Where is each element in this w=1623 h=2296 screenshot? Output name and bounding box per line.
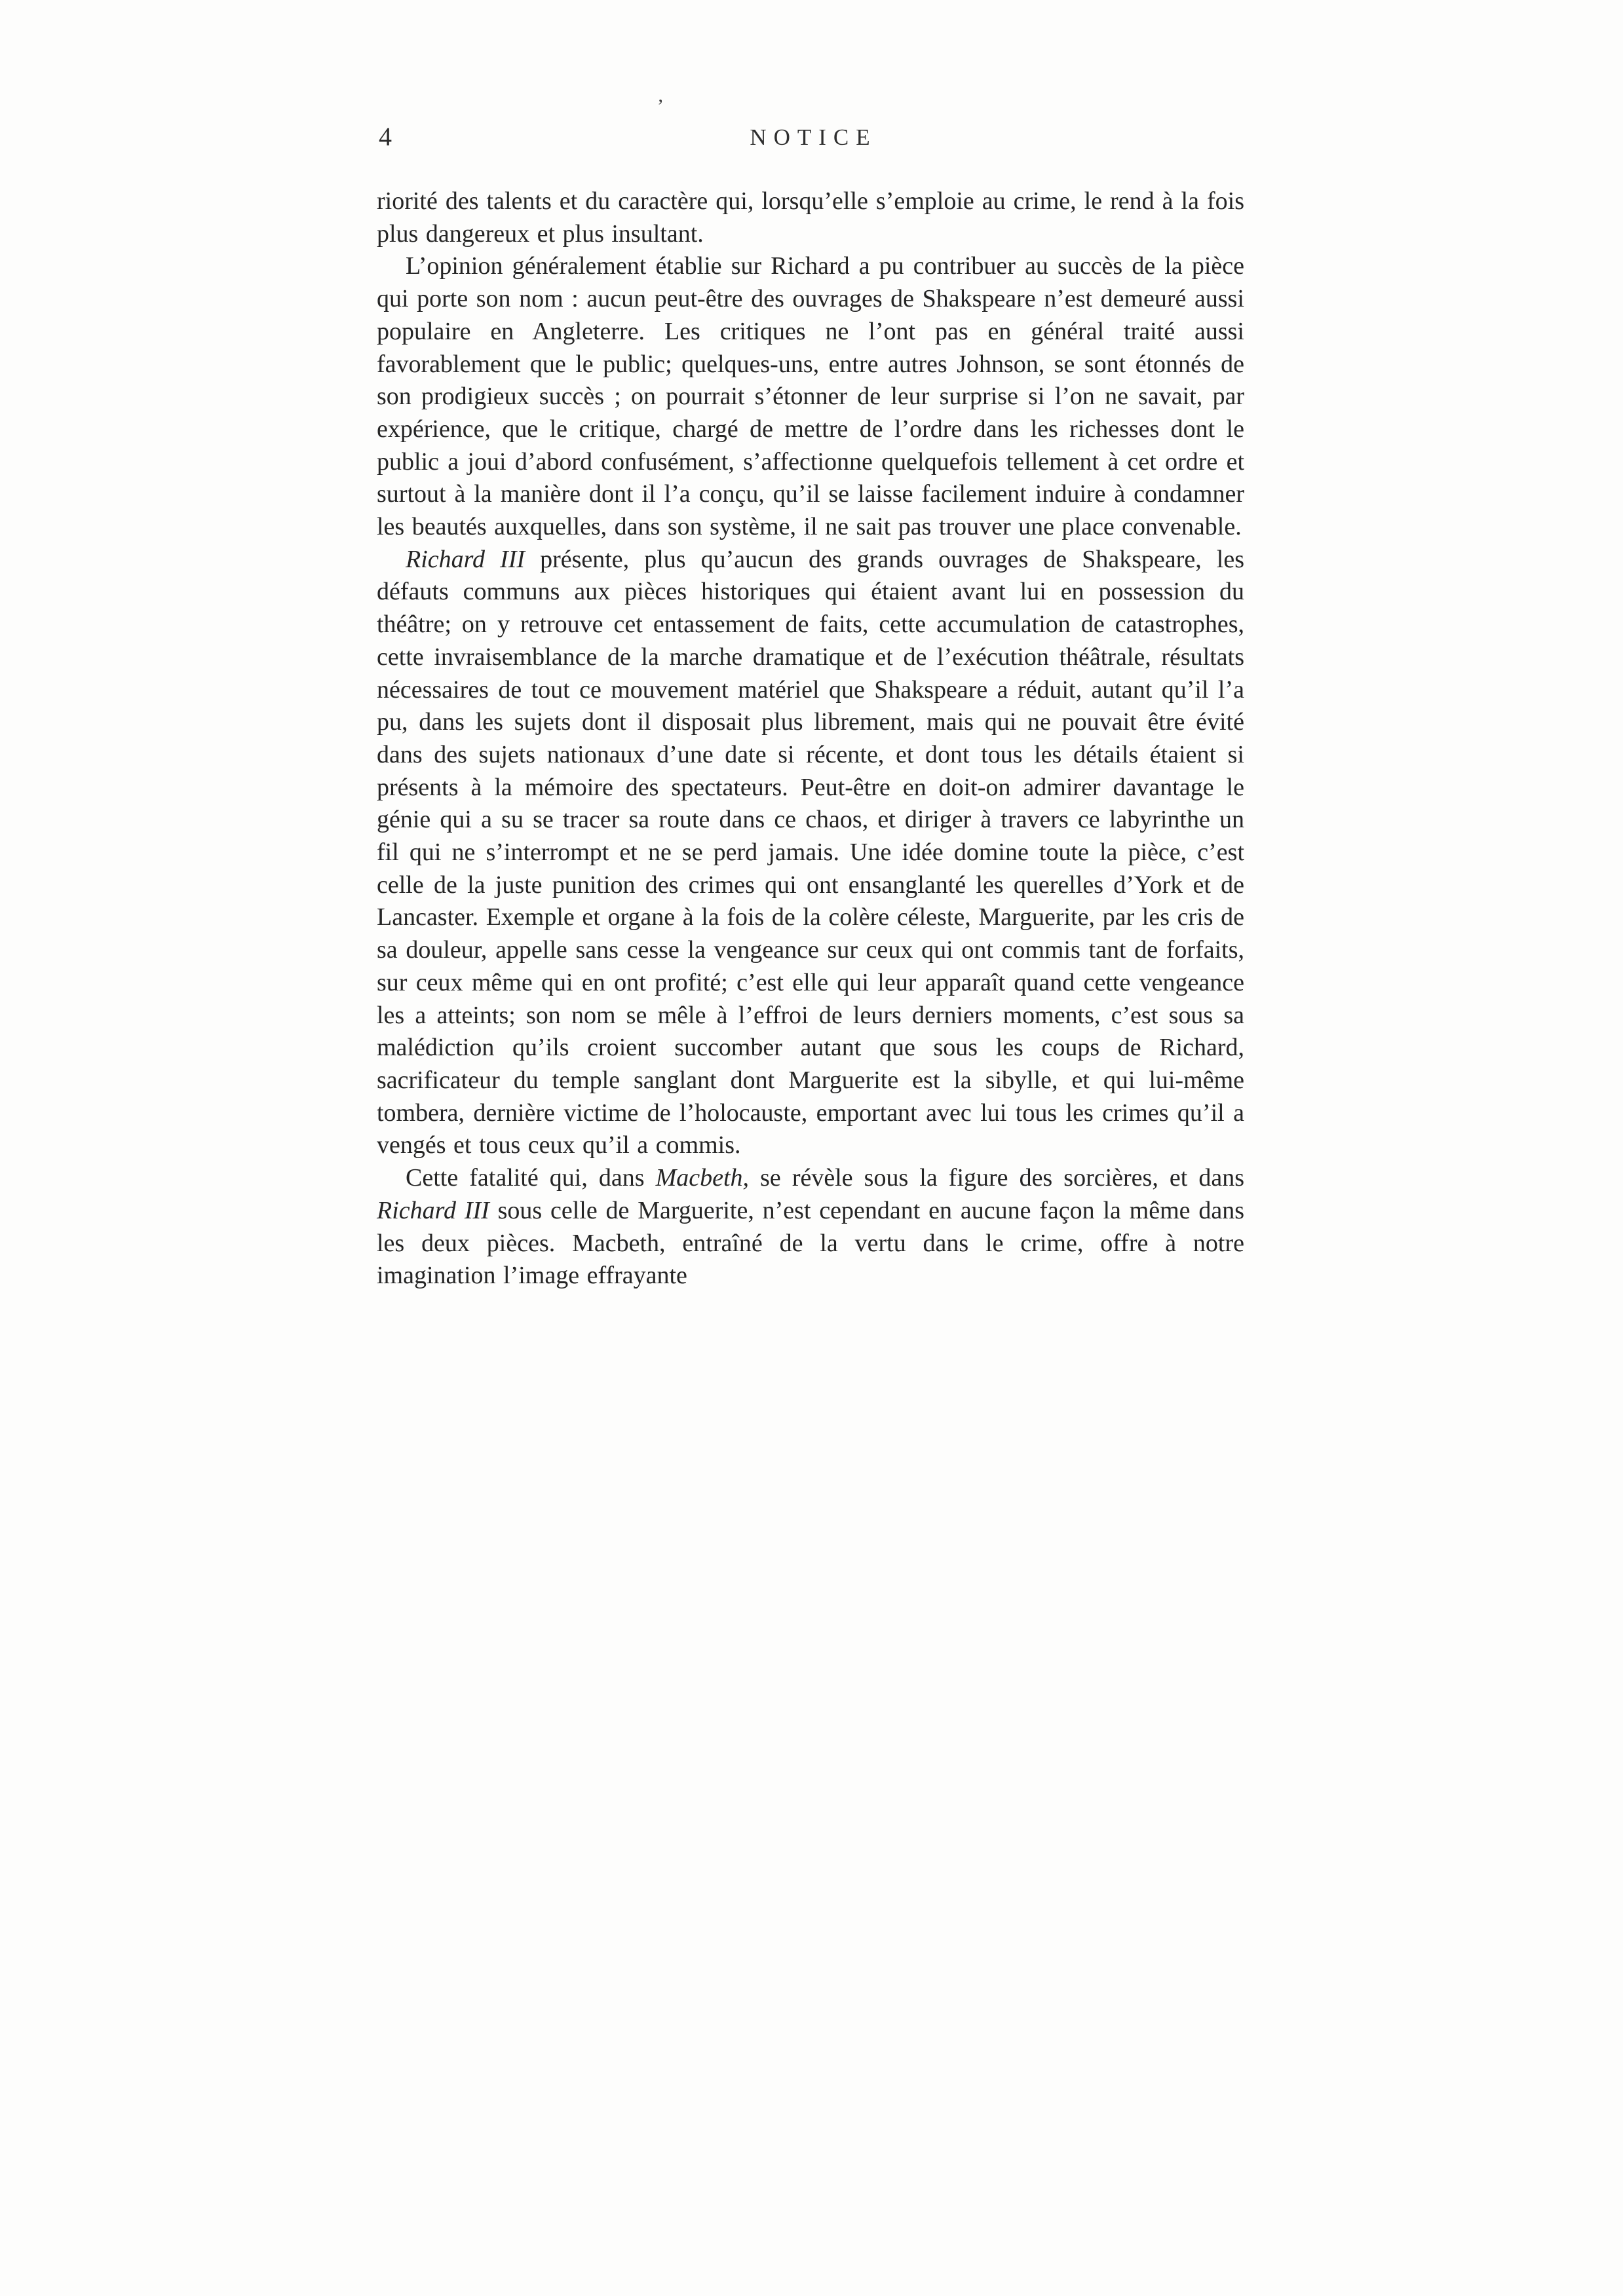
- body-text: sous celle de Marguerite, n’est cependant en aucune façon la même dans les deux pièces. Macbeth, entraîné de la vertu dans le crime, offre à notre imagination l’image effrayante: [377, 1196, 1244, 1290]
- paragraph: [377, 1162, 1244, 1292]
- italic-text: Richard III: [406, 545, 525, 573]
- running-title: NOTICE: [750, 124, 877, 150]
- scan-speck-icon: ʼ: [657, 96, 664, 117]
- body-text: Cette fatalité qui, dans: [406, 1164, 656, 1192]
- italic-text: Macbeth,: [655, 1164, 750, 1192]
- body-text: L’opinion généralement établie sur Richard a pu contribuer au succès de la pièce qui porte son nom : aucun peut-être des ouvrages de Shakspeare n’est demeuré aussi populaire en Angleterre. Les critiques ne l’ont pas en général traité aussi favorablement que le public; quelques-uns, entre autres Johnson, se sont étonnés de son prodigieux succès ; on pourrait s’étonner de leur surprise si l’on ne savait, par expérience, que le critique, chargé de mettre de l’ordre dans les richesses dont le public a joui d’abord confusément, s’affectionne quelquefois tellement à cet ordre et surtout à la manière dont il l’a conçu, qu’il se laisse facilement induire à condamner les beautés auxquelles, dans son système, il ne sait pas trouver une place convenable.: [377, 252, 1244, 541]
- body-text: riorité des talents et du caractère qui, lorsqu’elle s’emploie au crime, le rend à la fois plus dangereux et plus insultant.: [377, 187, 1244, 248]
- paragraph: [377, 250, 1244, 543]
- italic-text: Richard III: [377, 1196, 489, 1224]
- page-text: [377, 185, 1244, 1292]
- page-number: 4: [379, 122, 392, 151]
- body-text: présente, plus qu’aucun des grands ouvrages de Shakspeare, les défauts communs aux pièces historiques qui étaient avant lui en possession du théâtre; on y retrouve cet entassement de faits, cette accumulation de catastrophes, cette invraisemblance de la marche dramatique et de l’exécution théâtrale, résultats nécessaires de tout ce mouvement matériel que Shakspeare a réduit, autant qu’il l’a pu, dans les sujets dont il disposait plus librement, mais qui ne pouvait être évité dans des sujets nationaux d’une date si récente, et dont tous les détails étaient si présents à la mémoire des spectateurs. Peut-être en doit-on admirer davantage le génie qui a su se tracer sa route dans ce chaos, et diriger à travers ce labyrinthe un fil qui ne s’interrompt et ne se perd jamais. Une idée domine toute la pièce, c’est celle de la juste punition des crimes qui ont ensanglanté les querelles d’York et de Lancaster. Exemple et organe à la fois de la colère céleste, Marguerite, par les cris de sa douleur, appelle sans cesse la vengeance sur ceux qui ont commis tant de forfaits, sur ceux même qui en ont profité; c’est elle qui leur apparaît quand cette vengeance les a atteints; son nom se mêle à l’effroi de leurs derniers moments, c’est sous sa malédiction qu’ils croient succomber autant que sous les coups de Richard, sacrificateur du temple sanglant dont Marguerite est la sibylle, et qui lui-même tombera, dernière victime de l’holocauste, emportant avec lui tous les crimes qu’il a vengés et tous ceux qu’il a commis.: [377, 545, 1244, 1159]
- body-text: se révèle sous la figure des sorcières, et dans: [749, 1164, 1244, 1192]
- paragraph: [377, 185, 1244, 250]
- paragraph: [377, 544, 1244, 1162]
